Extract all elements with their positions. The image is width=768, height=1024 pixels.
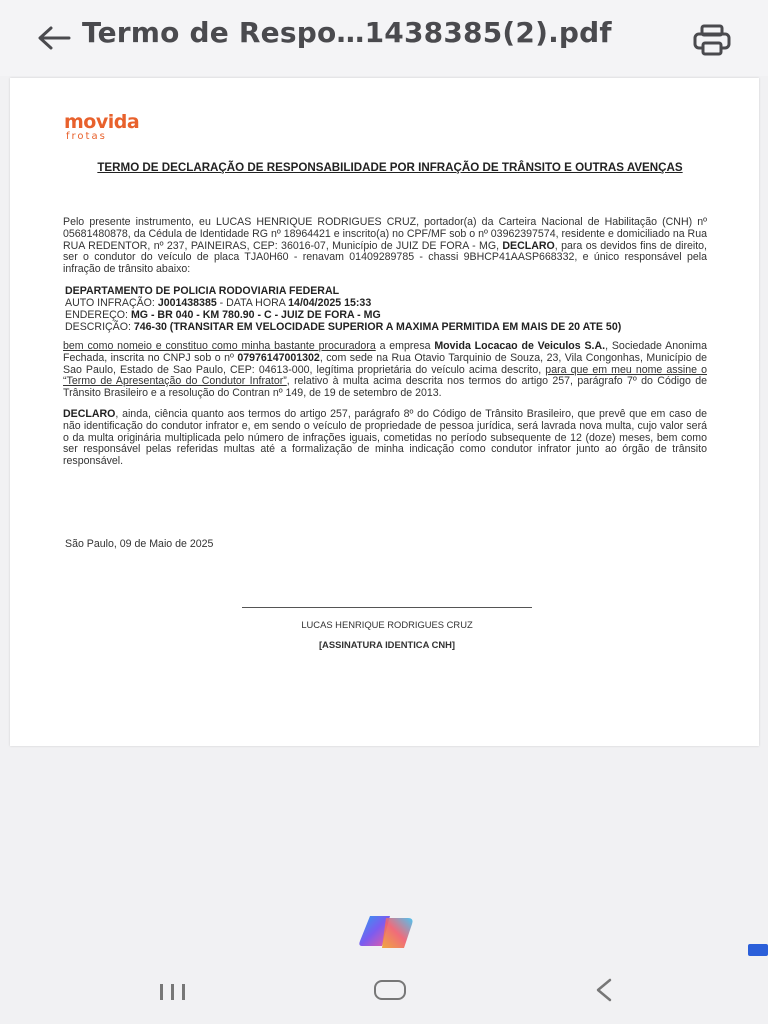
- department: DEPARTAMENTO DE POLICIA RODOVIARIA FEDERAL: [65, 284, 340, 297]
- movida-logo: [64, 112, 139, 142]
- declaration-paragraph: DECLARO, ainda, ciência quanto aos termos do artigo 257, parágrafo 8º do Código de Trânsito Brasileiro, que prevê que em caso de não identificação do condutor infrator e, em sendo o veículo de propriedade de pessoa jurídica, será lavrada nova multa, cujo valor será o da multa originária multiplicada pelo número de infrações iguais, cometidas no período subsequente de 12 (doze) meses, bem como ser responsável pelas referidas multas até a formalização de minha indicação como condutor infrator junto ao órgão de trânsito responsável.: [63, 407, 707, 468]
- recent-apps-icon: [158, 982, 188, 1002]
- infraction-block: DEPARTAMENTO DE POLICIA RODOVIARIA FEDERAL AUTO INFRAÇÃO: J001438385 - DATA HORA 14/04/2025 15:33 ENDEREÇO: MG - BR 040 - KM 780.90 - C - JUIZ DE FORA - MG DESCRIÇÃO: 746-30 (TRANSITAR EM VELOCIDADE SUPERIOR A MAXIMA PERMITIDA EM MAIS DE 20 ATE 50): [65, 284, 622, 333]
- document-title: Termo de Respo…1438385(2).pdf: [82, 16, 612, 49]
- home-button[interactable]: [374, 980, 406, 1000]
- edge-panel-handle[interactable]: [748, 944, 768, 956]
- copilot-button[interactable]: [356, 910, 420, 954]
- arrow-left-icon: [37, 25, 71, 51]
- back-button[interactable]: [34, 20, 74, 56]
- descricao: 746-30 (TRANSITAR EM VELOCIDADE SUPERIOR A MAXIMA PERMITIDA EM MAIS DE 20 ATE 50): [133, 320, 622, 333]
- nomination-paragraph: bem como nomeio e constituo como minha bastante procuradora a empresa Movida Locacao de Veiculos S.A., Sociedade Anonima Fechada, inscrita no CNPJ sob o nº 07976147001302, com sede na Rua Otavio Tarquinio de Souza, 23, Vila Congonhas, Município de Sao Paulo, Estado de Sao Paulo, CEP: 04613-000, legítima proprietária do veículo acima descrito, para que em meu nome assine o “Termo de Apresentação do Condutor Infrator”, relativo à multa acima descrita nos termos do artigo 257, parágrafo 7º do Código de Trânsito Brasileiro e a resolução do Contran nº 149, de 19 de setembro de 2013.: [63, 339, 708, 400]
- endereco: MG - BR 040 - KM 780.90 - C - JUIZ DE FORA - MG: [130, 308, 381, 321]
- intro-paragraph: Pelo presente instrumento, eu LUCAS HENRIQUE RODRIGUES CRUZ, portador(a) da Carteira Nacional de Habilitação (CNH) nº 05681480878, da Cédula de Identidade RG nº 18964421 e inscrito(a) no CPF/MF sob o nº 03962397574, residente e domiciliado na Rua RUA REDENTOR, nº 237, PAINEIRAS, CEP: 36016-07, Município de JUIZ DE FORA - MG, DECLARO, para os devidos fins de direito, ser o condutor do veículo de placa TJA0H60 - renavam 01409289785 - chassi 9BHCP41AASP668332, e único responsável pela infração de trânsito abaixo:: [63, 216, 708, 276]
- signature-line: [242, 607, 532, 608]
- pdf-page[interactable]: [10, 78, 759, 746]
- doc-heading: TERMO DE DECLARAÇÃO DE RESPONSABILIDADE POR INFRAÇÃO DE TRÂNSITO E OUTRAS AVENÇAS: [97, 161, 683, 174]
- signature-date: São Paulo, 09 de Maio de 2025: [65, 538, 214, 550]
- signer-name: LUCAS HENRIQUE RODRIGUES CRUZ: [301, 619, 473, 630]
- printer-icon: [692, 24, 732, 56]
- signature-note: [ASSINATURA IDENTICA CNH]: [318, 639, 456, 650]
- data-hora: 14/04/2025 15:33: [288, 296, 372, 309]
- logo-sub-text: frotas: [66, 131, 107, 142]
- nav-back-button[interactable]: [594, 978, 614, 1006]
- print-button[interactable]: [690, 22, 734, 58]
- nav-back-icon: [594, 978, 614, 1002]
- app-header: [0, 0, 768, 76]
- auto-infracao: J001438385: [157, 296, 217, 309]
- logo-main-text: movida: [64, 111, 140, 133]
- recent-apps-button[interactable]: [158, 982, 188, 1006]
- copilot-icon: [356, 910, 420, 954]
- doc-body: [63, 217, 707, 477]
